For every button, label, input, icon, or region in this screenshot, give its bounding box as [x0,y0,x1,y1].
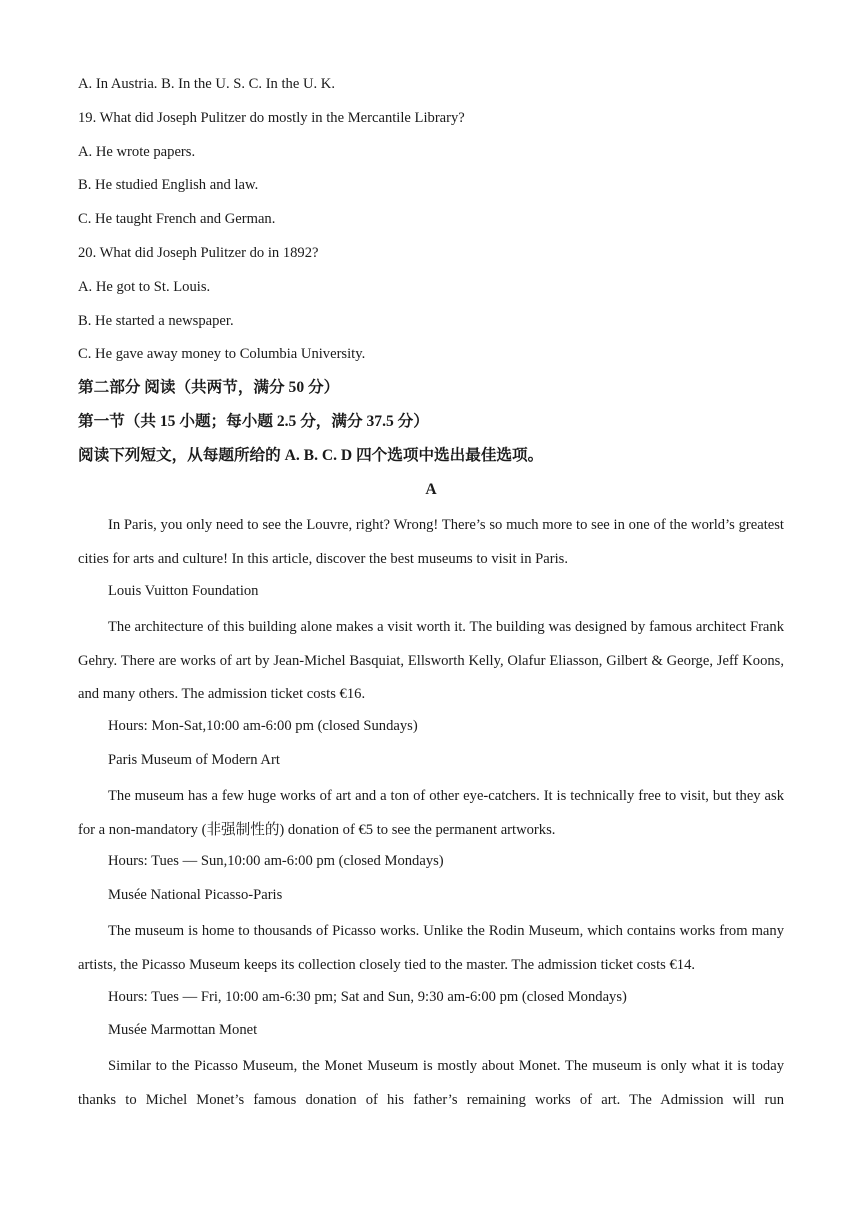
document-page [78,70,784,1118]
q20-option-b: B. He started a newspaper. [78,312,234,329]
q19-option-c: C. He taught French and German. [78,211,276,228]
museum-description: The museum has a few huge works of art and a ton of other eye-catchers. It is technically free to visit, but they ask for a non-mandatory (非强制性的) donation of €5 to see the permanent artworks. [78,787,784,838]
instruction: 阅读下列短文，从每题所给的 A. B. C. D 四个选项中选出最佳选项。 [78,446,544,464]
q20-option-a: A. He got to St. Louis. [78,278,211,295]
q20-stem: 20. What did Joseph Pulitzer do in 1892? [78,244,319,261]
museum-name: Paris Museum of Modern Art [108,751,280,768]
museum-description: The architecture of this building alone makes a visit worth it. The building was designed by famous architect Frank Gehry. There are works of art by Jean-Michel Basquiat, Ellsworth Kelly, Olafur Eliasson, Gilbert & George, Jeff Koons, and many others. The admission ticket costs €16. [78,618,784,703]
museum-description: The museum is home to thousands of Picasso works. Unlike the Rodin Museum, which contains works from many artists, the Picasso Museum keeps its collection closely tied to the master. The admission ticket costs €14. [78,922,784,973]
passage-letter: A [425,480,437,498]
museum-description: Similar to the Picasso Museum, the Monet Museum is mostly about Monet. The museum is only what it is today thanks to Michel Monet’s famous donation of his father’s remaining works of art. The Admission will run [78,1058,784,1108]
museum-name: Louis Vuitton Foundation [108,582,259,599]
museum-name: Musée Marmottan Monet [108,1022,258,1039]
passage-intro: In Paris, you only need to see the Louvre, right? Wrong! There’s so much more to see in one of the world’s greatest cities for arts and culture! In this article, discover the best museums to visit in Paris. [78,517,784,568]
q19-stem: 19. What did Joseph Pulitzer do mostly in the Mercantile Library? [78,109,465,126]
museum-hours: Hours: Tues — Sun,10:00 am-6:00 pm (closed Mondays) [108,853,444,870]
q20-option-c: C. He gave away money to Columbia University. [78,346,366,363]
museum-hours: Hours: Tues — Fri, 10:00 am-6:30 pm; Sat and Sun, 9:30 am-6:00 pm (closed Mondays) [108,988,627,1005]
q19-option-a: A. He wrote papers. [78,143,196,160]
museum-name: Musée National Picasso-Paris [108,887,283,904]
part-heading: 第二部分 阅读（共两节，满分 50 分） [78,379,340,397]
q18-options: A. In Austria. B. In the U. S. C. In the U. K. [78,76,335,92]
sub-heading: 第一节（共 15 小题；每小题 2.5 分，满分 37.5 分） [78,412,429,430]
q19-option-b: B. He studied English and law. [78,177,259,194]
museum-hours: Hours: Mon-Sat,10:00 am-6:00 pm (closed Sundays) [108,718,418,735]
